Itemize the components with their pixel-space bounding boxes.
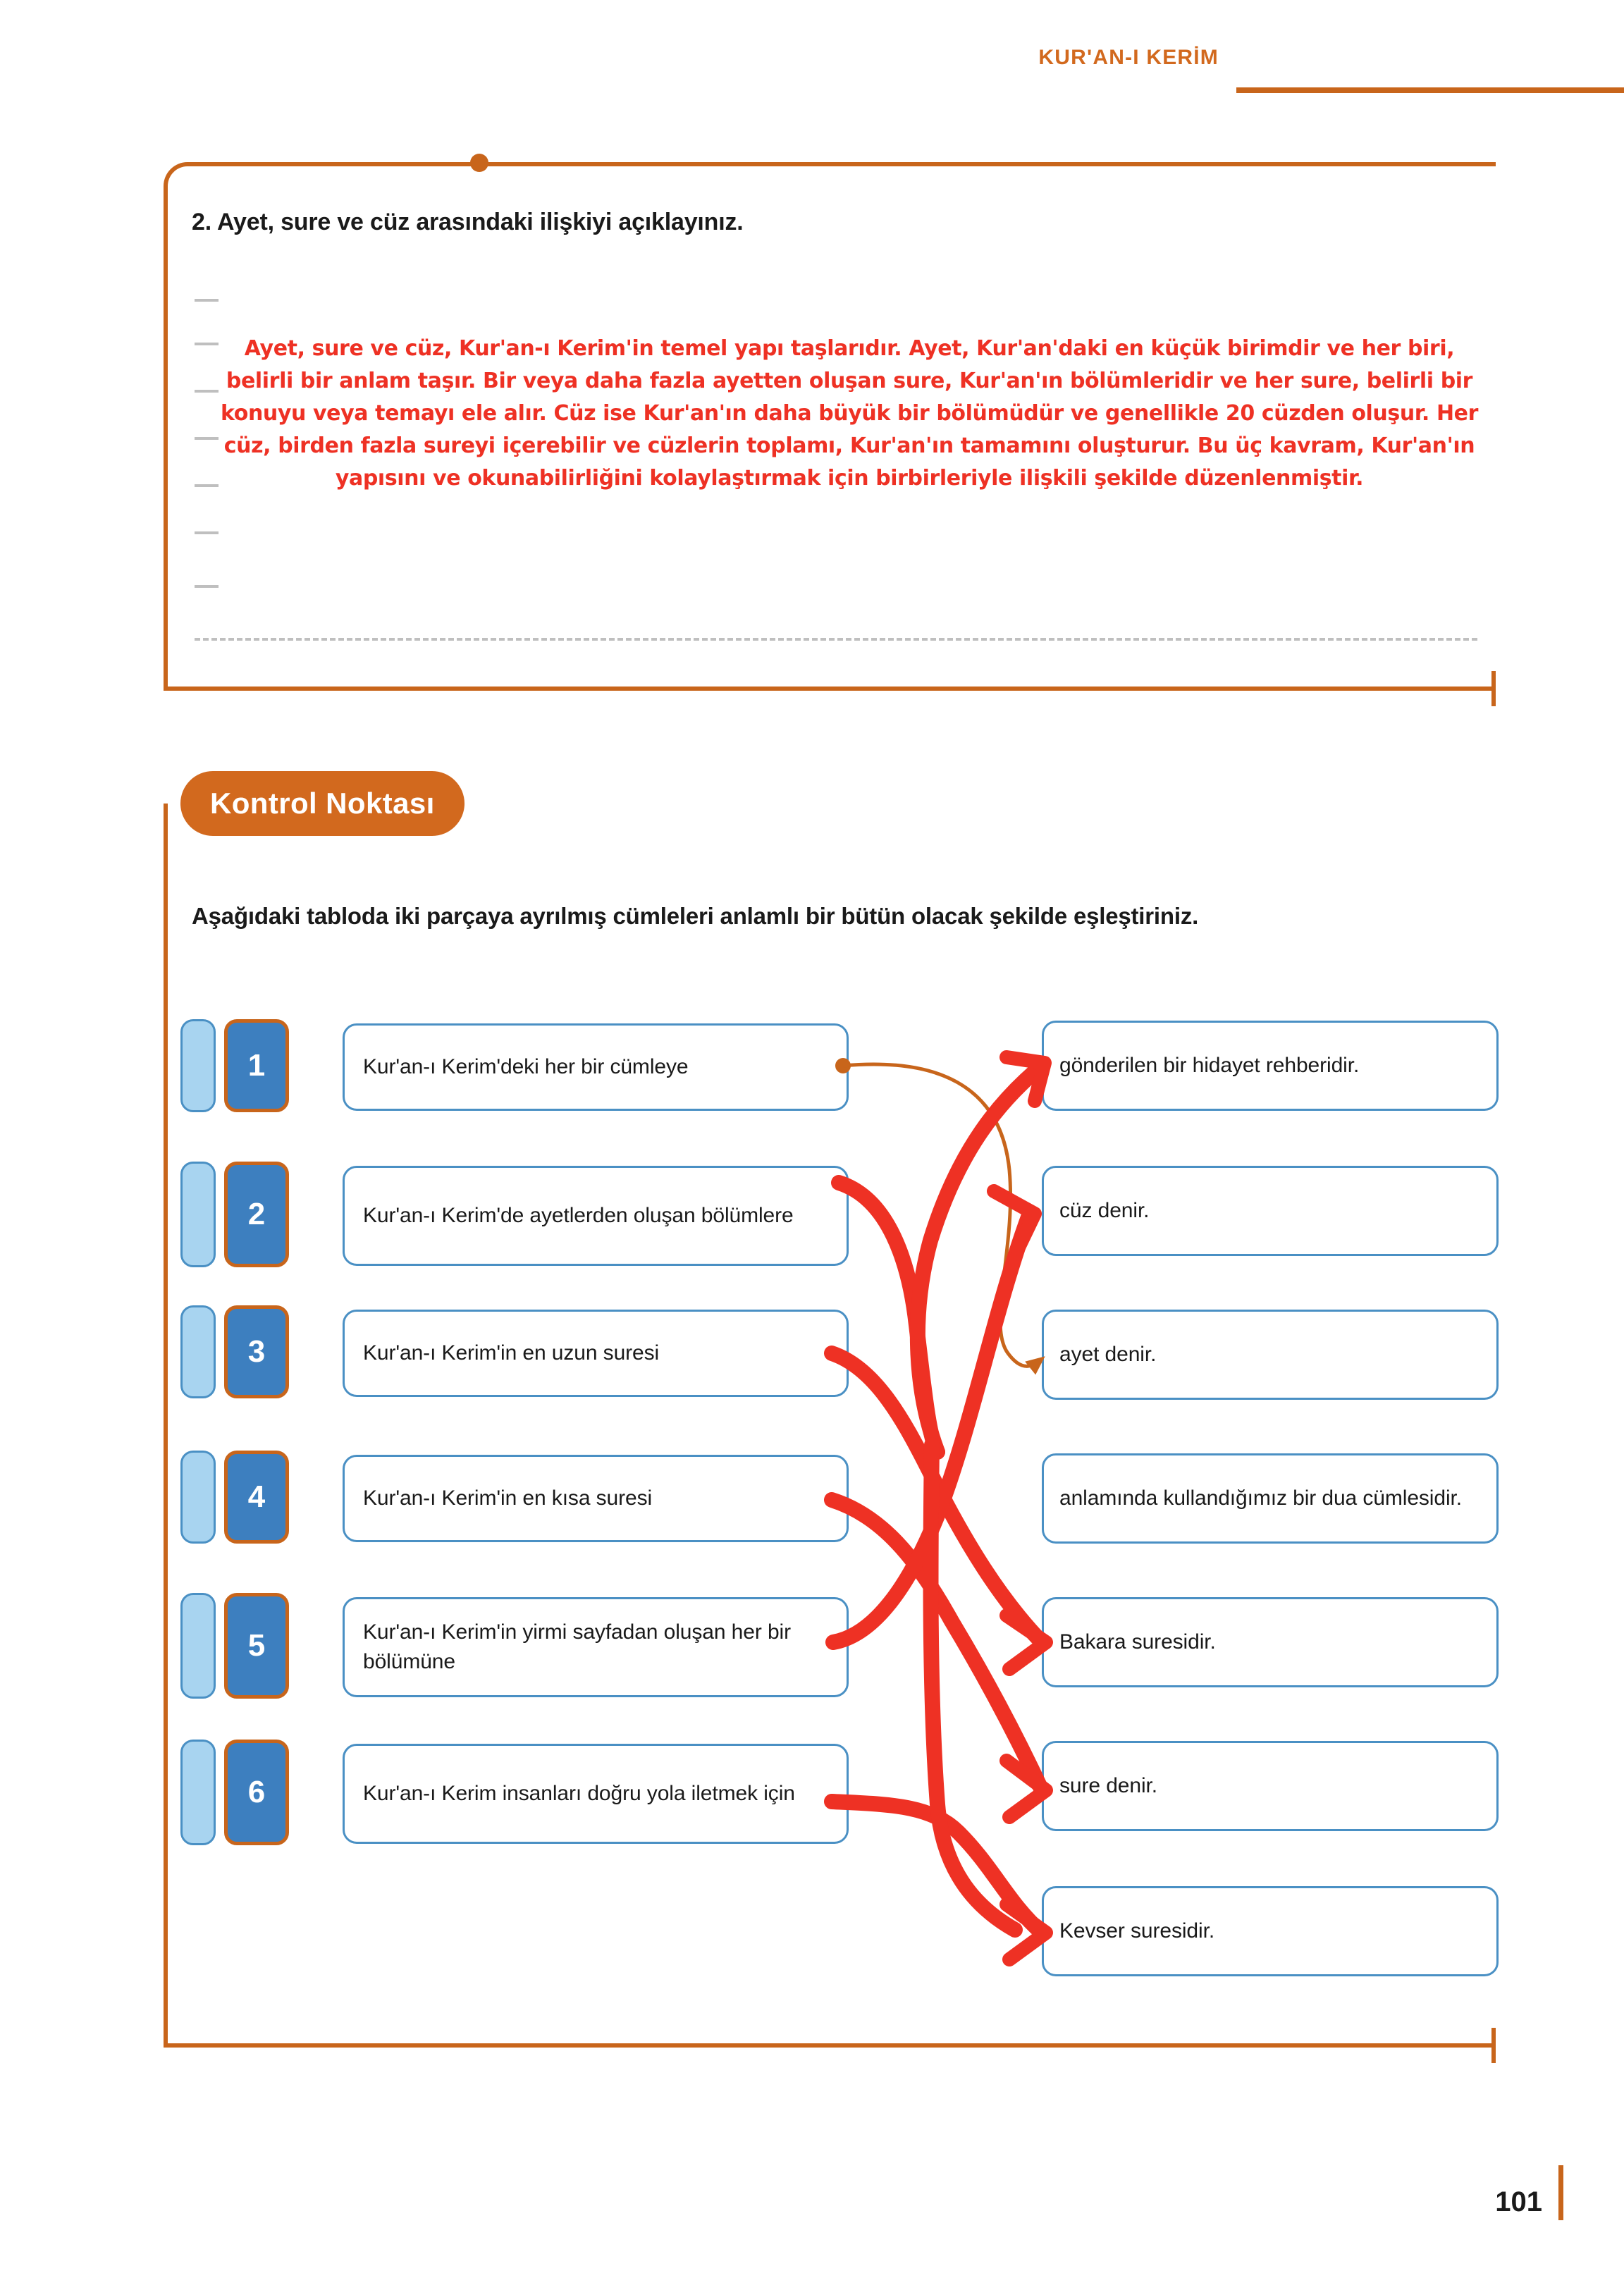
row-tab [180, 1593, 216, 1699]
match-right-box[interactable] [1042, 1310, 1499, 1400]
checkpoint-badge-label: Kontrol Noktası [210, 787, 435, 820]
match-right-box[interactable] [1042, 1021, 1499, 1111]
match-right-box[interactable] [1042, 1597, 1499, 1687]
match-right-box[interactable] [1042, 1886, 1499, 1976]
row-tab [180, 1019, 216, 1112]
row-text: Kur'an-ı Kerim'in en uzun suresi [363, 1341, 660, 1365]
exercise-frame [164, 804, 1496, 2048]
row-tab [180, 1451, 216, 1544]
row-text-box[interactable] [343, 1744, 849, 1844]
row-text-box[interactable] [343, 1455, 849, 1542]
match-right-text: gönderilen bir hidayet rehberidir. [1059, 1054, 1360, 1077]
page-number-bar [1558, 2165, 1563, 2220]
writing-guide-line [195, 638, 1477, 641]
row-text: Kur'an-ı Kerim'de ayetlerden oluşan bölümlere [363, 1204, 794, 1227]
match-right-text: Bakara suresidir. [1059, 1630, 1216, 1654]
row-text: Kur'an-ı Kerim'deki her bir cümleye [363, 1055, 689, 1078]
match-right-text: Kevser suresidir. [1059, 1919, 1215, 1943]
row-text-box[interactable] [343, 1597, 849, 1697]
match-right-text: anlamında kullandığımız bir dua cümlesidir. [1059, 1486, 1462, 1510]
handwritten-answer: Ayet, sure ve cüz, Kur'an-ı Kerim'in temel yapı taşlarıdır. Ayet, Kur'an'daki en küçük birimdir ve her biri, belirli bir anlam taşır. Bir veya daha fazla ayetten oluşan sure, Kur'an'ın bölümleridir ve her sure, belirli bir konuyu veya temayı ele alır. Cüz ise Kur'an'ın daha büyük bir bölümüdür ve genellikle 20 cüzden oluşur. Her cüz, birden fazla sureyi içerebilir ve cüzlerin toplamı, Kur'an'ın tamamını oluşturur. Bu üç kavram, Kur'an'ın yapısını ve okunabilirliğini kolaylaştırmak için birbirleriyle ilişkili şekilde düzenlenmiştir. [220, 336, 1478, 491]
match-right-box[interactable] [1042, 1741, 1499, 1831]
row-tab [180, 1162, 216, 1267]
match-right-box[interactable] [1042, 1166, 1499, 1256]
match-right-text: cüz denir. [1059, 1199, 1150, 1222]
question-frame-bottom-rule [164, 687, 1496, 691]
row-number-tile [224, 1593, 289, 1699]
header-rule [1236, 87, 1624, 93]
row-text: Kur'an-ı Kerim'in yirmi sayfadan oluşan her bir bölümüne [363, 1620, 792, 1673]
row-number-tile [224, 1740, 289, 1845]
writing-guide-dash [195, 585, 219, 588]
row-number-tile [224, 1019, 289, 1112]
header-title: KUR'AN-I KERİM [1038, 46, 1219, 69]
row-number-label: 6 [247, 1775, 266, 1809]
row-number-tile [224, 1305, 289, 1398]
row-text: Kur'an-ı Kerim'in en kısa suresi [363, 1486, 653, 1510]
row-text: Kur'an-ı Kerim insanları doğru yola iletmek için [363, 1782, 795, 1805]
row-number-label: 4 [247, 1479, 266, 1514]
row-number-label: 1 [247, 1048, 266, 1083]
row-number-tile [224, 1451, 289, 1544]
row-number-label: 3 [247, 1334, 266, 1369]
match-right-text: ayet denir. [1059, 1343, 1157, 1366]
writing-guide-dash [195, 299, 219, 302]
match-right-box[interactable] [1042, 1453, 1499, 1544]
question-frame-dot-icon [470, 154, 488, 172]
question-prompt: 2. Ayet, sure ve cüz arasındaki ilişkiyi açıklayınız. [192, 209, 744, 235]
match-right-text: sure denir. [1059, 1774, 1157, 1797]
page-header [0, 0, 1624, 113]
page-number: 101 [1495, 2186, 1542, 2217]
row-number-label: 2 [247, 1197, 266, 1231]
row-number-tile [224, 1162, 289, 1267]
row-text-box[interactable] [343, 1310, 849, 1397]
row-text-box[interactable] [343, 1023, 849, 1111]
exercise-instruction: Aşağıdaki tabloda iki parçaya ayrılmış cümleleri anlamlı bir bütün olacak şekilde eşleştiriniz. [192, 903, 1199, 929]
writing-guide-dash [195, 531, 219, 534]
exercise-frame-bottom-rule [164, 2043, 1496, 2048]
exercise-frame-end-tick [1491, 2028, 1496, 2063]
question-frame-end-tick [1491, 671, 1496, 706]
row-tab [180, 1740, 216, 1845]
row-number-label: 5 [247, 1628, 266, 1663]
row-tab [180, 1305, 216, 1398]
row-text-box[interactable] [343, 1166, 849, 1266]
